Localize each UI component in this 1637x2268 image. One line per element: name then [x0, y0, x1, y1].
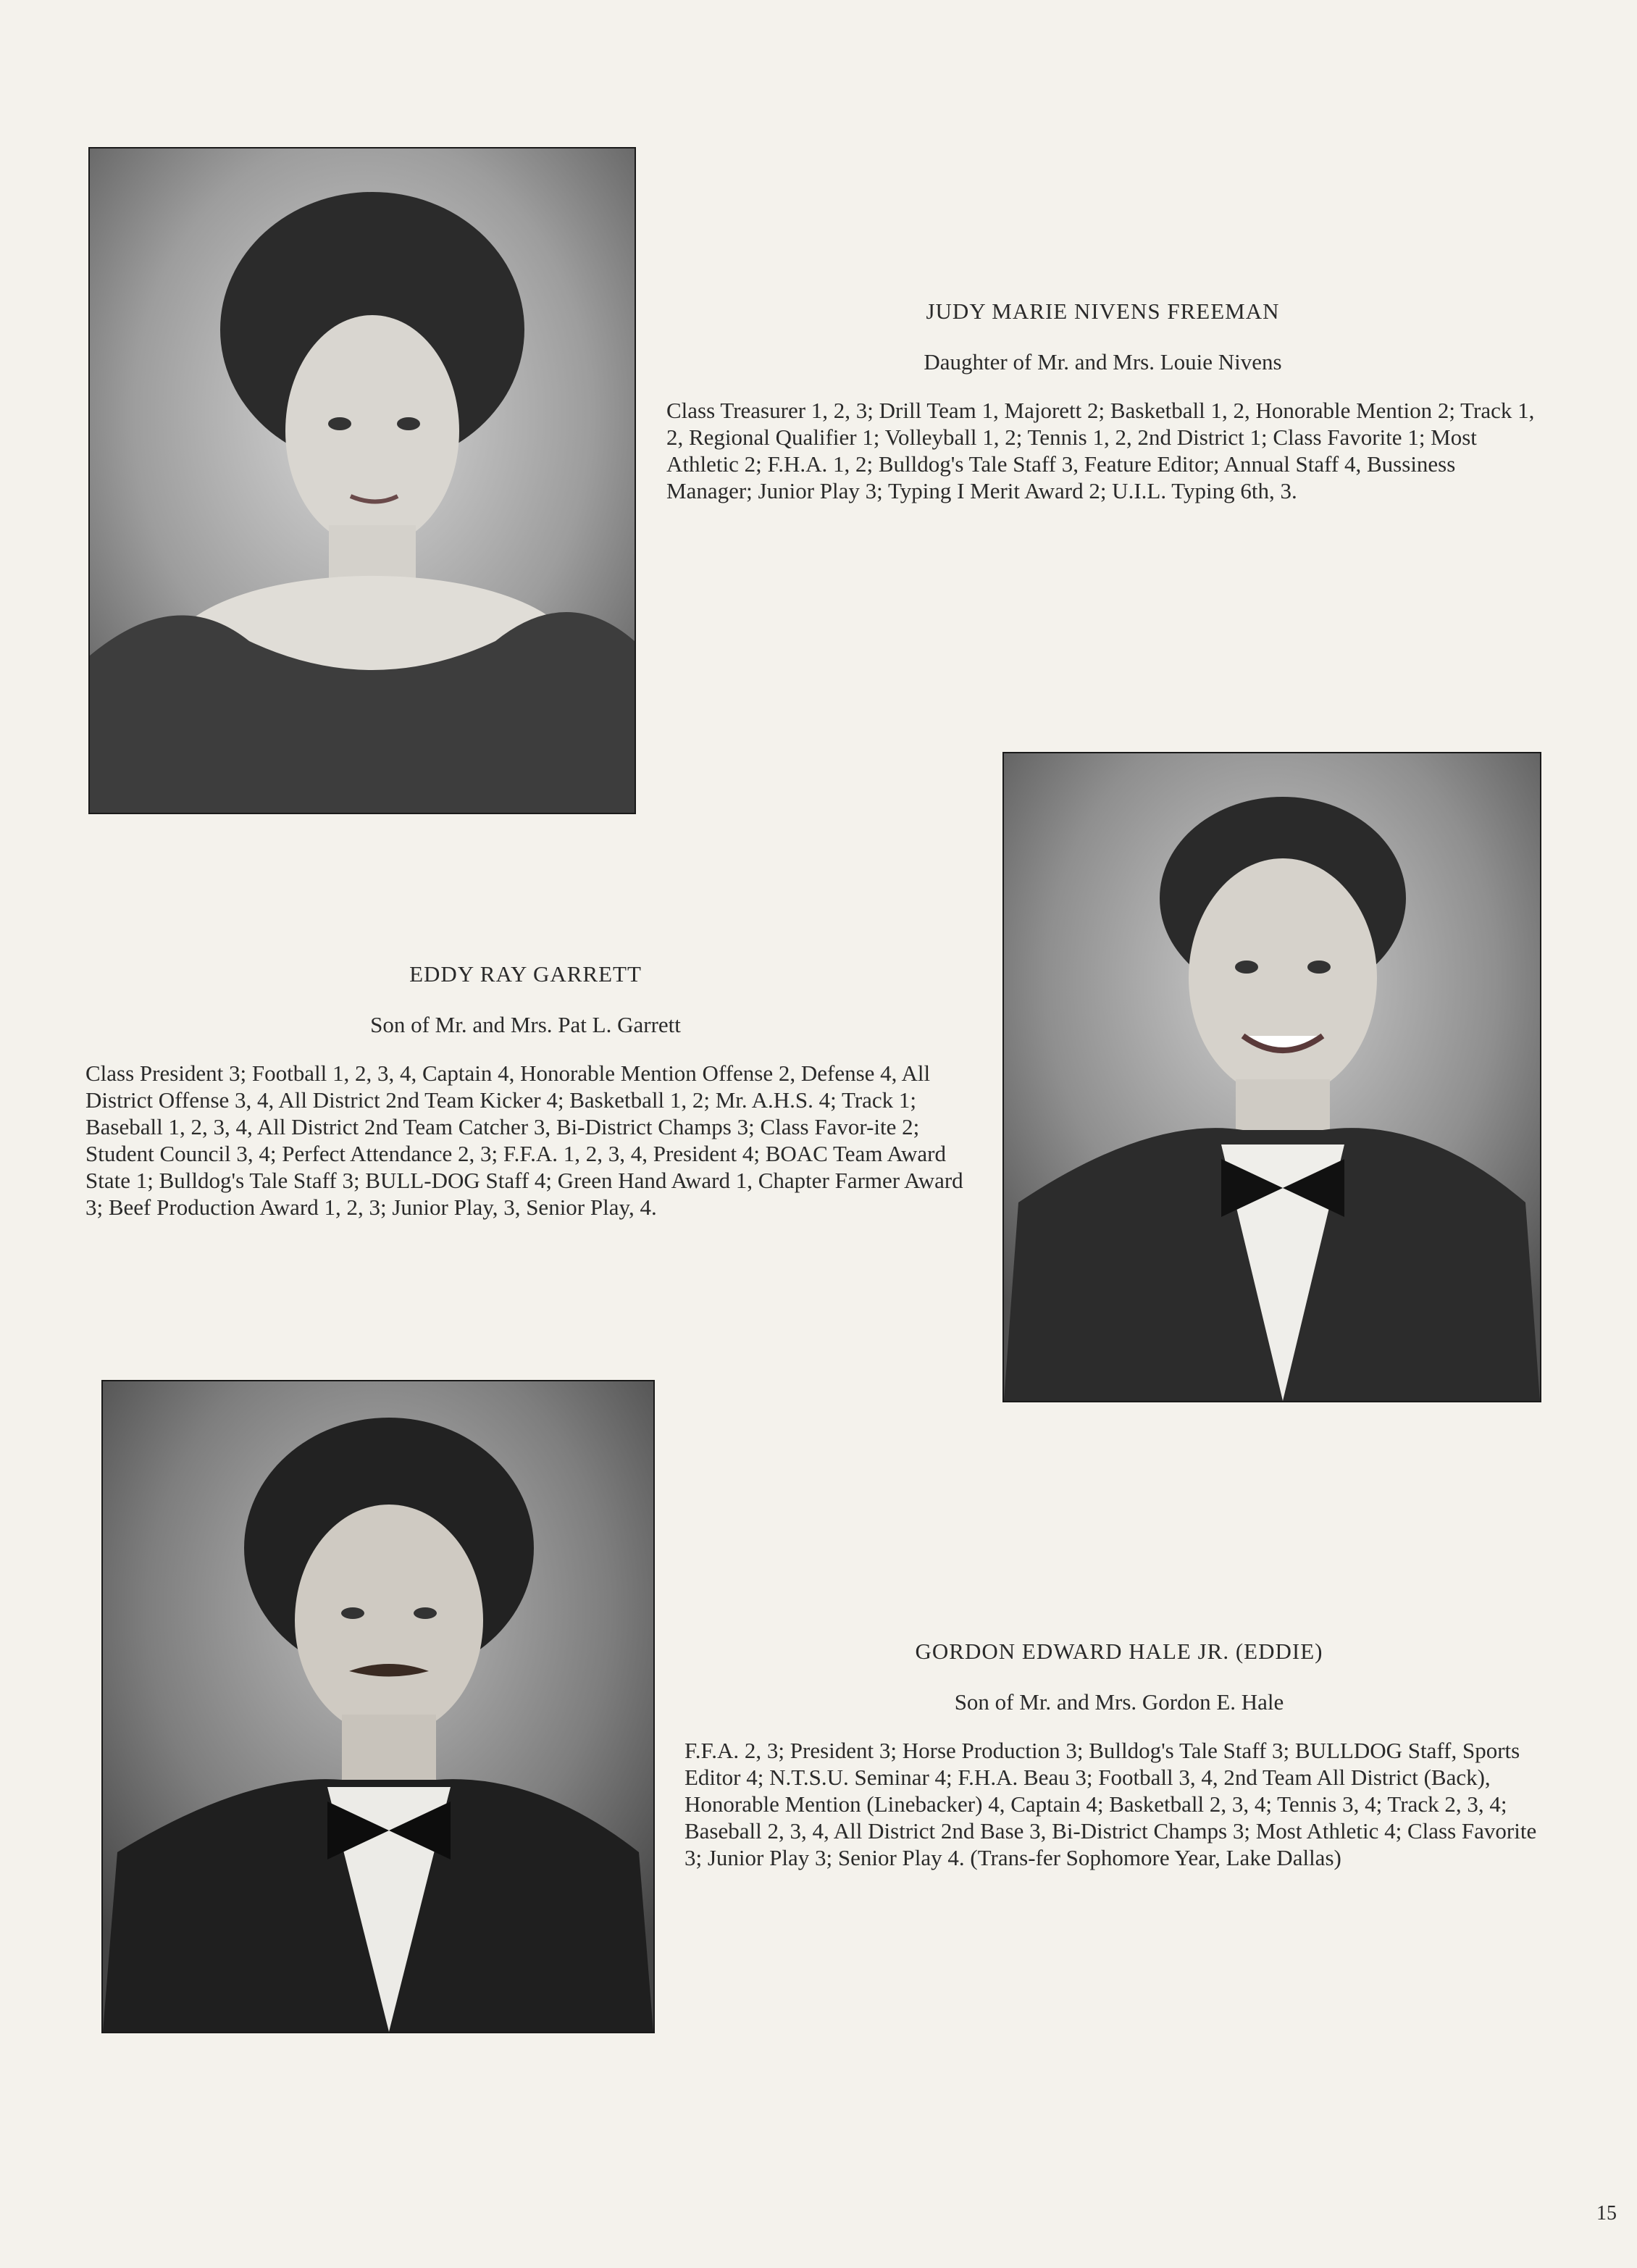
student-activities: Class Treasurer 1, 2, 3; Drill Team 1, Majorett 2; Basketball 1, 2, Honorable Mention 2; Track 1, 2, Regional Qualifier 1; Volleyball 1, 2; Tennis 1, 2, 2nd District 1; Class Favorite 1; Most Athletic 2; F.H.A. 1, 2; Bulldog's Tale Staff 3, Feature Editor; Annual Staff 4, Bussiness Manager; Junior Play 3; Typing I Merit Award 2; U.I.L. Typing 6th, 3. [666, 398, 1535, 503]
student-entry-judy [666, 298, 1539, 504]
student-name: JUDY MARIE NIVENS FREEMAN [926, 298, 1280, 324]
page-number: 15 [1596, 2202, 1617, 2225]
portrait-photo-gordon [101, 1380, 655, 2033]
student-parents: Son of Mr. and Mrs. Gordon E. Hale [954, 1689, 1284, 1715]
portrait-gordon-illustration [103, 1381, 653, 2032]
student-parents: Son of Mr. and Mrs. Pat L. Garrett [370, 1012, 681, 1037]
portrait-judy-illustration [90, 148, 635, 813]
student-entry-gordon [684, 1639, 1554, 1871]
portrait-photo-judy [88, 147, 636, 814]
student-name: GORDON EDWARD HALE JR. (EDDIE) [915, 1639, 1323, 1664]
student-entry-eddy [85, 961, 966, 1221]
student-name: EDDY RAY GARRETT [409, 961, 642, 987]
portrait-eddy-illustration [1004, 753, 1540, 1401]
student-parents: Daughter of Mr. and Mrs. Louie Nivens [924, 349, 1282, 374]
student-activities: Class President 3; Football 1, 2, 3, 4, Captain 4, Honorable Mention Offense 2, Defense 4, All District Offense 3, 4, All District 2nd Team Kicker 4; Basketball 1, 2; Mr. A.H.S. 4; Track 1; Baseball 1, 2, 3, 4, All District 2nd Team Catcher 3, Bi-District Champs 3; Class Favor-ite 2; Student Council 3, 4; Perfect Attendance 2, 3; F.F.A. 1, 2, 3, 4, President 4; BOAC Team Award State 1; Bulldog's Tale Staff 3; BULL-DOG Staff 4; Green Hand Award 1, Chapter Farmer Award 3; Beef Production Award 1, 2, 3; Junior Play, 3, Senior Play, 4. [85, 1060, 963, 1220]
portrait-photo-eddy [1002, 752, 1541, 1402]
student-activities: F.F.A. 2, 3; President 3; Horse Production 3; Bulldog's Tale Staff 3; BULLDOG Staff, Sports Editor 4; N.T.S.U. Seminar 4; F.H.A. Beau 3; Football 3, 4, 2nd Team All District (Back), Honorable Mention (Linebacker) 4, Captain 4; Basketball 2, 3, 4; Tennis 3, 4; Track 2, 3, 4; Baseball 2, 3, 4, All District 2nd Base 3, Bi-District Champs 3; Most Athletic 4; Class Favorite 3; Junior Play 3; Senior Play 4. (Trans-fer Sophomore Year, Lake Dallas) [684, 1738, 1537, 1870]
